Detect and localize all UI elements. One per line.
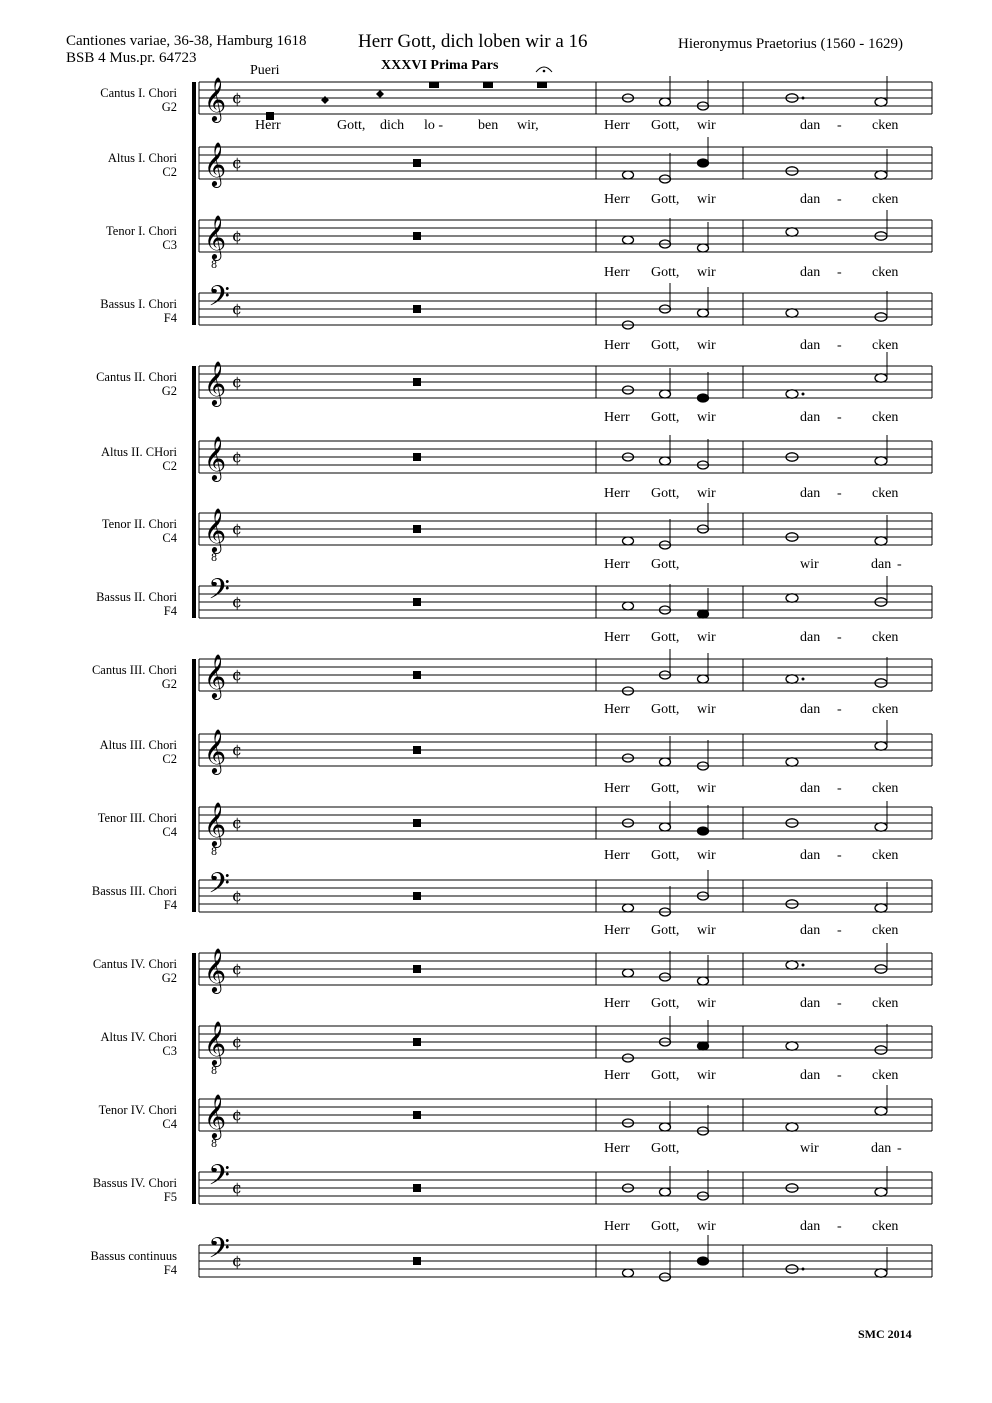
voice-label [30,663,177,691]
lyric-syllable: cken [872,1219,899,1234]
lyric-syllable: dan [800,630,821,645]
note-head [875,742,887,750]
voice-name: Bassus I. Chori [100,297,177,311]
voice-label [30,517,177,545]
treble-clef-icon: 𝄞 [203,142,227,186]
composer-credit: Hieronymus Praetorius (1560 - 1629) [678,36,903,52]
alla-breve-time-signature: ¢ [231,665,243,684]
lyric-syllable: - [837,996,842,1011]
note-head [875,171,887,179]
alla-breve-time-signature: ¢ [231,959,243,978]
alla-breve-time-signature: ¢ [231,226,243,245]
voice-label [30,590,177,618]
voice-name: Altus I. Chori [107,151,177,165]
chant-breve-note [537,82,547,88]
choir-bracket [192,953,196,1204]
chant-diamond-note [321,96,329,104]
voice-label [30,1176,177,1204]
lyric-syllable: wir [697,996,716,1011]
breve-rest [413,378,421,386]
breve-rest [413,1038,421,1046]
lyric-syllable: Gott, [651,781,680,796]
alla-breve-time-signature: ¢ [231,886,243,905]
voice-label [30,1249,177,1277]
piece-title: Herr Gott, dich loben wir a 16 [358,31,588,52]
note-head [623,537,634,545]
lyric-syllable: dan [800,265,821,280]
breve-rest [413,525,421,533]
lyric-syllable: cken [872,338,899,353]
alla-breve-time-signature: ¢ [231,372,243,391]
clef-code: G2 [161,100,177,114]
bass-clef-icon: 𝄢 [208,867,230,907]
alla-breve-time-signature: ¢ [231,447,243,466]
bass-clef-icon: 𝄢 [208,573,230,613]
augmentation-dot [802,97,805,100]
lyric-syllable: dan [800,702,821,717]
choir-bracket [192,82,196,325]
lyric-syllable: Gott, [651,848,680,863]
voice-label [30,884,177,912]
lyric-syllable: Herr [604,557,630,572]
voice-label [30,151,177,179]
lyric-syllable: Gott, [651,557,680,572]
note-head [698,977,709,985]
lyric-syllable: wir [697,192,716,207]
lyric-syllable: cken [872,996,899,1011]
voice-name: Tenor II. Chori [101,517,177,531]
lyric-syllable: dan [800,486,821,501]
lyric-syllable: dan [871,1141,892,1156]
voice-label [30,86,177,114]
lyric-syllable: dan [800,996,821,1011]
voice-name: Altus III. Chori [99,738,177,752]
lyric-syllable: wir [697,923,716,938]
clef-code: F4 [163,311,177,325]
clef-code: C2 [162,165,177,179]
lyric-syllable: Herr [604,1068,630,1083]
note-head [660,1123,671,1131]
augmentation-dot [802,393,805,396]
voice-name: Bassus II. Chori [96,590,177,604]
lyric-syllable: - [837,192,842,207]
note-head [623,904,634,912]
clef-code: F4 [163,1263,177,1277]
lyric-syllable: cken [872,848,899,863]
lyric-syllable: Herr [604,338,630,353]
note-head [786,758,798,766]
lyric-syllable: - [837,410,842,425]
lyric-syllable: Gott, [651,702,680,717]
clef-code: F4 [163,898,177,912]
note-head [698,244,709,252]
lyric-syllable: wir [800,557,819,572]
voice-name: Cantus I. Chori [100,86,177,100]
note-head [660,390,671,398]
note-head [786,961,798,969]
voice-name: Altus IV. Chori [100,1030,177,1044]
voice-label [30,811,177,839]
augmentation-dot [802,1268,805,1271]
lyric-syllable: - [837,1068,842,1083]
voice-label [30,297,177,325]
note-head [698,1257,709,1265]
lyric-syllable: dan [800,781,821,796]
voice-name: Tenor I. Chori [106,224,177,238]
alla-breve-time-signature: ¢ [231,592,243,611]
note-head [698,394,709,402]
lyric-syllable: cken [872,702,899,717]
lyric-syllable: dan [800,848,821,863]
voice-name: Bassus continuus [90,1249,177,1263]
breve-rest [413,892,421,900]
alla-breve-time-signature: ¢ [231,1251,243,1270]
treble-clef-icon: 𝄞 [203,1021,227,1065]
note-head [875,457,887,465]
lyric-syllable: Herr [604,848,630,863]
note-head [660,457,671,465]
breve-rest [413,1184,421,1192]
clef-code: C2 [162,752,177,766]
lyric-syllable: cken [872,923,899,938]
voice-name: Tenor III. Chori [97,811,177,825]
lyric-syllable: Gott, [651,1068,680,1083]
lyric-syllable: cken [872,1068,899,1083]
treble-clef-icon: 𝄞 [203,215,227,259]
clef-code: G2 [161,677,177,691]
lyric-syllable: wir [697,410,716,425]
edition-credit: SMC 2014 [858,1327,912,1341]
note-head [875,374,887,382]
note-head [875,904,887,912]
note-head [660,758,671,766]
lyric-syllable: wir [697,781,716,796]
chant-breve-note [429,82,439,88]
lyric-syllable: dan [871,557,892,572]
breve-rest [413,598,421,606]
note-head [623,171,634,179]
treble-clef-icon: 𝄞 [203,802,227,846]
lyric-syllable: Gott, [651,486,680,501]
note-head [698,1042,709,1050]
lyric-syllable: - [837,338,842,353]
alla-breve-time-signature: ¢ [231,1032,243,1051]
note-head [786,309,798,317]
clef-code: G2 [161,384,177,398]
note-head [786,390,798,398]
note-head [786,675,798,683]
breve-rest [413,1111,421,1119]
lyric-syllable: Gott, [651,996,680,1011]
lyric-syllable: Herr [604,118,630,133]
lyric-syllable: - [837,486,842,501]
augmentation-dot [802,964,805,967]
alla-breve-time-signature: ¢ [231,153,243,172]
breve-rest [413,232,421,240]
lyric-syllable: cken [872,781,899,796]
bass-clef-icon: 𝄢 [208,1232,230,1272]
note-head [875,537,887,545]
clef-code: F5 [163,1190,177,1204]
lyric-syllable: ben [478,118,499,133]
lyric-syllable: Gott, [651,338,680,353]
clef-code: C4 [162,1117,177,1131]
lyric-syllable: cken [872,265,899,280]
voice-name: Bassus III. Chori [91,884,177,898]
performance-note: Pueri [250,63,280,78]
lyric-syllable: - [837,118,842,133]
note-head [660,1188,671,1196]
treble-clef-icon: 𝄞 [203,1094,227,1138]
lyric-syllable: Gott, [651,923,680,938]
lyric-syllable: Gott, [651,1219,680,1234]
note-head [660,823,671,831]
pars-heading: XXXVI Prima Pars [381,58,499,73]
voice-label [30,738,177,766]
lyric-syllable: Gott, [651,1141,680,1156]
voice-label [30,224,177,252]
lyric-syllable: wir [697,1219,716,1234]
lyric-syllable: Herr [604,192,630,207]
lyric-syllable: - [837,265,842,280]
lyric-syllable: Herr [604,702,630,717]
voice-label [30,957,177,985]
lyric-syllable: wir [800,1141,819,1156]
lyric-syllable: wir [697,486,716,501]
note-head [660,98,671,106]
chant-breve-note [483,82,493,88]
treble-clef-icon: 𝄞 [203,436,227,480]
lyric-syllable: wir [697,338,716,353]
lyric-syllable: dan [800,338,821,353]
note-head [875,823,887,831]
voice-label [30,445,177,473]
voice-label [30,1030,177,1058]
alla-breve-time-signature: ¢ [231,299,243,318]
breve-rest [413,746,421,754]
voice-name: Cantus III. Chori [91,663,177,677]
lyric-syllable: Gott, [337,118,366,133]
note-head [623,969,634,977]
lyric-syllable: wir [697,265,716,280]
alla-breve-time-signature: ¢ [231,1105,243,1124]
note-head [786,1123,798,1131]
voice-label [30,1103,177,1131]
lyric-syllable: Herr [604,996,630,1011]
note-head [623,602,634,610]
fermata-dot [543,70,546,73]
lyric-syllable: Herr [604,781,630,796]
lyric-syllable: - [837,702,842,717]
voice-name: Bassus IV. Chori [92,1176,177,1190]
alla-breve-time-signature: ¢ [231,519,243,538]
lyric-syllable: Herr [604,1219,630,1234]
bass-clef-icon: 𝄢 [208,1159,230,1199]
breve-rest [413,1257,421,1265]
voice-label [30,370,177,398]
lyric-syllable: wir [697,848,716,863]
lyric-syllable: Herr [604,630,630,645]
lyric-syllable: - [897,557,902,572]
voice-name: Tenor IV. Chori [98,1103,177,1117]
alla-breve-time-signature: ¢ [231,813,243,832]
lyric-syllable: lo - [424,118,444,133]
octave-eight-marker: 8 [210,847,218,858]
note-head [875,1107,887,1115]
alla-breve-time-signature: ¢ [231,1178,243,1197]
choir-bracket [192,366,196,618]
lyric-syllable: cken [872,630,899,645]
lyric-syllable: - [837,848,842,863]
lyric-syllable: dan [800,923,821,938]
voice-name: Altus II. CHori [100,445,177,459]
clef-code: C2 [162,459,177,473]
note-head [698,159,709,167]
lyric-syllable: - [837,630,842,645]
octave-eight-marker: 8 [210,1139,218,1150]
breve-rest [413,819,421,827]
lyric-syllable: dan [800,1219,821,1234]
lyric-syllable: dan [800,410,821,425]
breve-rest [413,159,421,167]
lyric-syllable: Gott, [651,630,680,645]
lyric-syllable: Gott, [651,265,680,280]
lyric-syllable: dich [380,118,405,133]
note-head [623,1269,634,1277]
lyric-syllable: wir, [517,118,539,133]
breve-rest [413,965,421,973]
note-head [875,1188,887,1196]
lyric-syllable: - [837,923,842,938]
lyric-syllable: dan [800,118,821,133]
note-head [698,827,709,835]
lyric-syllable: cken [872,486,899,501]
note-head [786,594,798,602]
octave-eight-marker: 8 [210,553,218,564]
lyric-syllable: dan [800,1068,821,1083]
lyric-syllable: wir [697,630,716,645]
breve-rest [413,671,421,679]
note-head [786,228,798,236]
lyric-syllable: Herr [604,410,630,425]
note-head [875,1269,887,1277]
source-line-2: BSB 4 Mus.pr. 64723 [66,50,197,66]
lyric-syllable: wir [697,118,716,133]
voice-name: Cantus IV. Chori [92,957,177,971]
chant-diamond-note [376,90,384,98]
breve-rest [413,305,421,313]
lyric-syllable: Herr [255,118,281,133]
treble-clef-icon: 𝄞 [203,77,227,121]
lyric-syllable: Gott, [651,410,680,425]
alla-breve-time-signature: ¢ [231,88,243,107]
note-head [698,610,709,618]
treble-clef-icon: 𝄞 [203,508,227,552]
lyric-syllable: - [837,1219,842,1234]
clef-code: C4 [162,531,177,545]
lyric-syllable: Herr [604,1141,630,1156]
clef-code: C3 [162,1044,177,1058]
note-head [623,236,634,244]
clef-code: G2 [161,971,177,985]
lyric-syllable: - [897,1141,902,1156]
note-head [698,309,709,317]
lyric-syllable: dan [800,192,821,207]
treble-clef-icon: 𝄞 [203,729,227,773]
note-head [786,1042,798,1050]
lyric-syllable: wir [697,1068,716,1083]
clef-code: F4 [163,604,177,618]
lyric-syllable: cken [872,118,899,133]
clef-code: C3 [162,238,177,252]
lyric-syllable: wir [697,702,716,717]
choir-bracket [192,659,196,912]
lyric-syllable: Herr [604,265,630,280]
bass-clef-icon: 𝄢 [208,280,230,320]
lyric-syllable: Gott, [651,192,680,207]
lyric-syllable: Gott, [651,118,680,133]
source-line-1: Cantiones variae, 36-38, Hamburg 1618 [66,33,307,49]
augmentation-dot [802,678,805,681]
lyric-syllable: cken [872,410,899,425]
lyric-syllable: cken [872,192,899,207]
clef-code: C4 [162,825,177,839]
treble-clef-icon: 𝄞 [203,948,227,992]
octave-eight-marker: 8 [210,1066,218,1077]
octave-eight-marker: 8 [210,260,218,271]
lyric-syllable: - [837,781,842,796]
note-head [875,98,887,106]
treble-clef-icon: 𝄞 [203,654,227,698]
alla-breve-time-signature: ¢ [231,740,243,759]
treble-clef-icon: 𝄞 [203,361,227,405]
voice-name: Cantus II. Chori [96,370,177,384]
lyric-syllable: Herr [604,923,630,938]
breve-rest [413,453,421,461]
note-head [698,675,709,683]
lyric-syllable: Herr [604,486,630,501]
